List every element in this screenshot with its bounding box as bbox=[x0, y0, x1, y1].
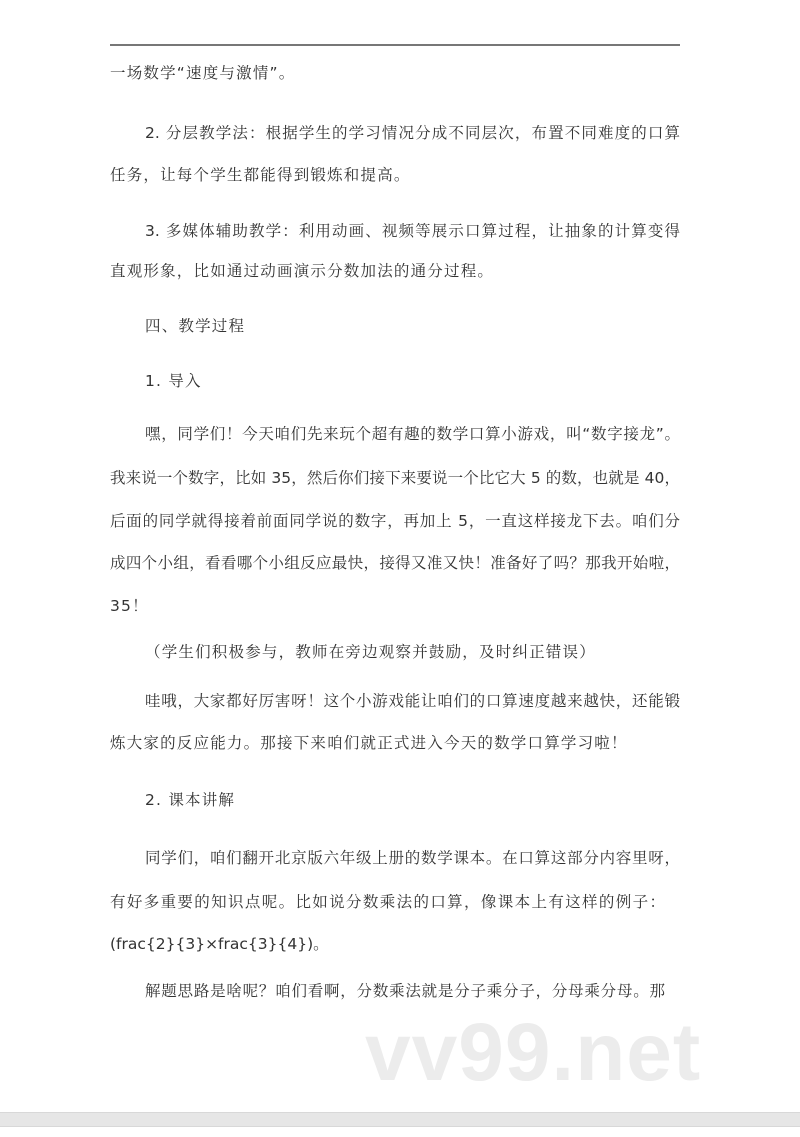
text-line: （学生们积极参与，教师在旁边观察并鼓励，及时纠正错误） bbox=[145, 643, 596, 661]
text-line: 后面的同学就得接着前面同学说的数字，再加上 5，一直这样接龙下去。咱们分 bbox=[110, 512, 680, 530]
text-line: 哇哦，大家都好厉害呀！这个小游戏能让咱们的口算速度越来越快，还能锻 bbox=[145, 692, 680, 710]
subsection-heading: 2. 课本讲解 bbox=[145, 791, 236, 809]
section-heading: 四、教学过程 bbox=[145, 317, 246, 335]
text-line: 35！ bbox=[110, 597, 149, 615]
text-line: 2. 分层教学法：根据学生的学习情况分成不同层次，布置不同难度的口算 bbox=[145, 124, 680, 142]
text-line: 解题思路是啥呢？咱们看啊，分数乘法就是分子乘分子，分母乘分母。那 bbox=[145, 982, 665, 1000]
text-line: 直观形象，比如通过动画演示分数加法的通分过程。 bbox=[110, 262, 495, 280]
header-rule bbox=[110, 44, 680, 46]
formula-line: (frac{2}{3}×frac{3}{4})。 bbox=[110, 935, 329, 953]
watermark: vv99.net bbox=[365, 1007, 702, 1098]
text-line: 炼大家的反应能力。那接下来咱们就正式进入今天的数学口算学习啦！ bbox=[110, 734, 628, 752]
text-line: 有好多重要的知识点呢。比如说分数乘法的口算，像课本上有这样的例子： bbox=[110, 893, 665, 911]
text-line: 成四个小组，看看哪个小组反应最快，接得又准又快！准备好了吗？那我开始啦， bbox=[110, 554, 680, 572]
subsection-heading: 1. 导入 bbox=[145, 372, 202, 390]
page-bottom-band bbox=[0, 1112, 800, 1127]
text-line: 嘿，同学们！今天咱们先来玩个超有趣的数学口算小游戏，叫“数字接龙”。 bbox=[145, 425, 680, 443]
text-line: 我来说一个数字，比如 35，然后你们接下来要说一个比它大 5 的数，也就是 40， bbox=[110, 469, 680, 487]
text-line: 3. 多媒体辅助教学：利用动画、视频等展示口算过程，让抽象的计算变得 bbox=[145, 222, 680, 240]
text-line: 一场数学“速度与激情”。 bbox=[110, 64, 296, 82]
text-line: 同学们，咱们翻开北京版六年级上册的数学课本。在口算这部分内容里呀， bbox=[145, 849, 680, 867]
text-line: 任务，让每个学生都能得到锻炼和提高。 bbox=[110, 166, 411, 184]
